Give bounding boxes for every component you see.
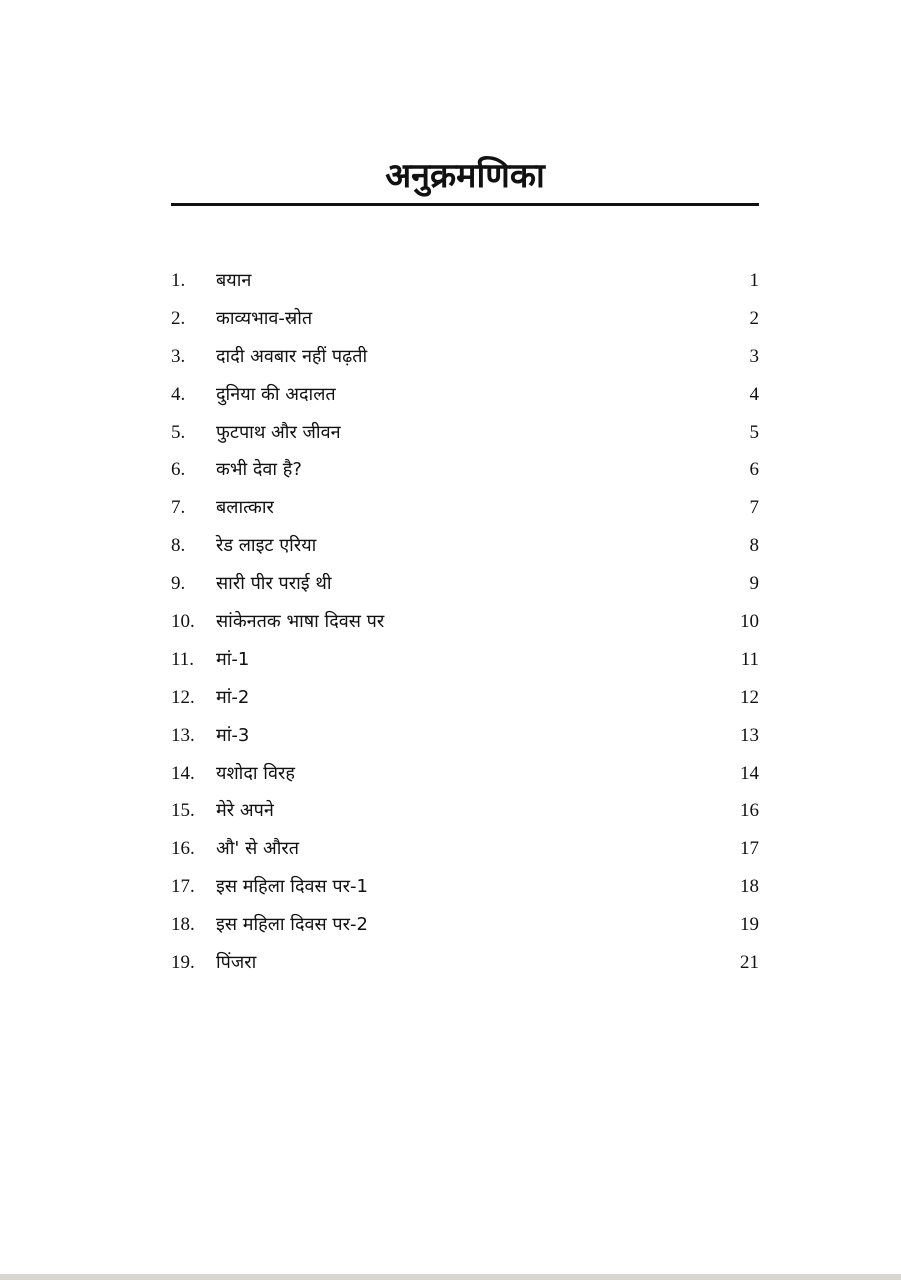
toc-entry bbox=[171, 830, 759, 868]
entry-title: पिंजरा bbox=[216, 952, 257, 974]
entry-title: सारी पीर पराई थी bbox=[216, 573, 332, 595]
entry-title: रेड लाइट एरिया bbox=[216, 535, 317, 557]
entry-number: 1. bbox=[171, 270, 186, 291]
entry-page-number: 14 bbox=[740, 762, 759, 784]
entry-page-number: 12 bbox=[740, 686, 759, 708]
entry-number: 9. bbox=[171, 573, 186, 595]
toc-entry bbox=[171, 792, 759, 830]
title-underline bbox=[171, 203, 759, 206]
entry-page-number: 18 bbox=[740, 876, 759, 898]
toc-entry bbox=[171, 300, 759, 338]
page-title: अनुक्रमणिका bbox=[385, 156, 545, 196]
entry-page-number: 13 bbox=[740, 724, 759, 746]
entry-page-number: 1 bbox=[749, 270, 759, 291]
entry-number: 5. bbox=[171, 421, 186, 443]
entry-number: 10. bbox=[171, 611, 195, 633]
toc-entry bbox=[171, 944, 759, 982]
toc-entry bbox=[171, 451, 759, 489]
entry-number: 19. bbox=[171, 952, 195, 974]
entry-page-number: 2 bbox=[749, 307, 759, 329]
entry-page-number: 21 bbox=[740, 952, 759, 974]
entry-page-number: 19 bbox=[740, 914, 759, 936]
entry-title: औ' से औरत bbox=[216, 838, 300, 860]
toc-entry bbox=[171, 376, 759, 414]
entry-title: मां-3 bbox=[216, 724, 250, 746]
entry-number: 15. bbox=[171, 800, 195, 822]
entry-title: इस महिला दिवस पर-2 bbox=[216, 914, 368, 936]
entry-title: कभी देवा है? bbox=[216, 459, 302, 481]
toc-entry bbox=[171, 338, 759, 376]
toc-entry bbox=[171, 262, 759, 300]
toc-entry bbox=[171, 679, 759, 717]
entry-page-number: 5 bbox=[749, 421, 759, 443]
entry-number: 13. bbox=[171, 724, 195, 746]
entry-page-number: 11 bbox=[740, 648, 759, 670]
toc-entry bbox=[171, 717, 759, 755]
entry-number: 11. bbox=[171, 648, 195, 670]
entry-title: मां-2 bbox=[216, 686, 250, 708]
toc-entry bbox=[171, 527, 759, 565]
entry-number: 4. bbox=[171, 383, 186, 405]
entry-title: फुटपाथ और जीवन bbox=[216, 421, 341, 443]
entry-title: यशोदा विरह bbox=[216, 762, 295, 784]
entry-number: 8. bbox=[171, 535, 186, 557]
entry-page-number: 8 bbox=[749, 535, 759, 557]
page-bottom-edge bbox=[0, 1274, 901, 1280]
entry-title: दुनिया की अदालत bbox=[216, 383, 336, 405]
entry-number: 18. bbox=[171, 914, 195, 936]
entry-title: बयान bbox=[216, 270, 252, 291]
entry-title: बलात्कार bbox=[216, 497, 274, 519]
toc-entry bbox=[171, 565, 759, 603]
entry-number: 12. bbox=[171, 686, 195, 708]
toc-entry bbox=[171, 641, 759, 679]
entry-page-number: 7 bbox=[749, 497, 759, 519]
entry-number: 17. bbox=[171, 876, 195, 898]
table-of-contents bbox=[171, 262, 759, 982]
toc-entry bbox=[171, 603, 759, 641]
toc-entry bbox=[171, 414, 759, 452]
entry-page-number: 16 bbox=[740, 800, 759, 822]
entry-page-number: 4 bbox=[749, 383, 759, 405]
entry-title: मेरे अपने bbox=[216, 800, 274, 822]
entry-page-number: 10 bbox=[740, 611, 759, 633]
entry-number: 16. bbox=[171, 838, 195, 860]
entry-page-number: 17 bbox=[740, 838, 759, 860]
entry-title: काव्यभाव-स्रोत bbox=[216, 307, 313, 329]
toc-entry bbox=[171, 489, 759, 527]
entry-title: दादी अवबार नहीं पढ़ती bbox=[216, 345, 368, 367]
entry-title: इस महिला दिवस पर-1 bbox=[216, 876, 368, 898]
entry-page-number: 6 bbox=[749, 459, 759, 481]
entry-number: 2. bbox=[171, 307, 186, 329]
entry-number: 7. bbox=[171, 497, 186, 519]
entry-title: मां-1 bbox=[216, 648, 250, 670]
toc-entry bbox=[171, 906, 759, 944]
entry-page-number: 3 bbox=[749, 345, 759, 367]
entry-page-number: 9 bbox=[749, 573, 759, 595]
toc-entry bbox=[171, 755, 759, 793]
entry-number: 14. bbox=[171, 762, 195, 784]
entry-number: 3. bbox=[171, 345, 186, 367]
entry-number: 6. bbox=[171, 459, 186, 481]
entry-title: सांकेनतक भाषा दिवस पर bbox=[216, 611, 385, 633]
toc-entry bbox=[171, 868, 759, 906]
